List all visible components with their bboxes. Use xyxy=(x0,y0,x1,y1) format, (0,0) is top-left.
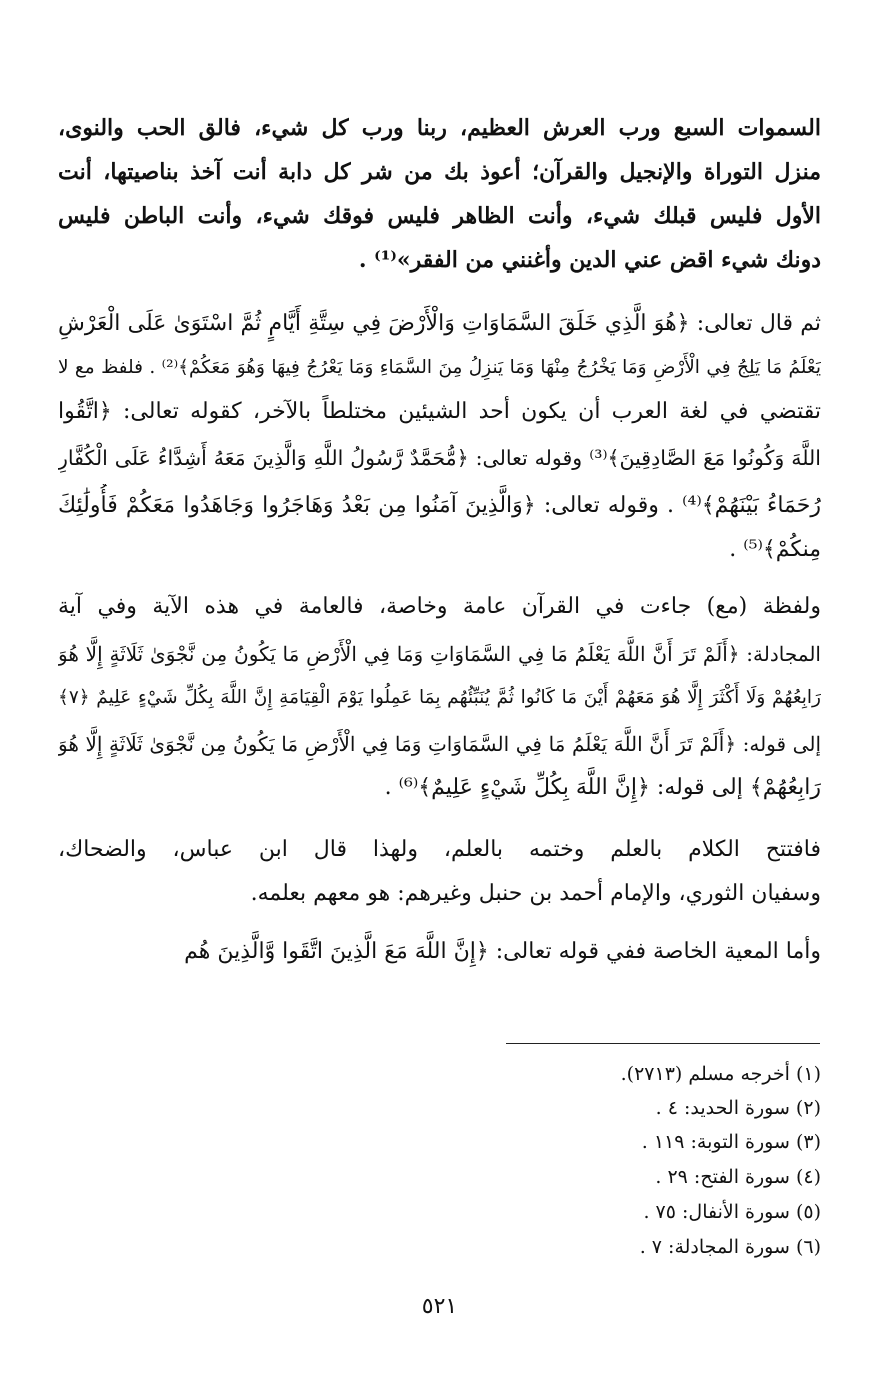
page-number: ٥٢١ xyxy=(421,1294,458,1319)
paragraph-2-line-1: ثم قال تعالى: ﴿هُوَ الَّذِي خَلَقَ السَّمَاوَاتِ وَالْأَرْضَ فِي سِتَّةِ أَيَّامٍ ثُمَّ اسْتَوَىٰ عَلَى الْعَرْشِ xyxy=(58,311,821,336)
paragraph-4-line-1: فافتتح الكلام بالعلم وختمه بالعلم، ولهذا قال ابن عباس، والضحاك، xyxy=(58,837,821,862)
footnote-2: (٢) سورة الحديد: ٤ . xyxy=(655,1097,821,1119)
hadith-line-2: منزل التوراة والإنجيل والقرآن؛ أعوذ بك من شر كل دابة أنت آخذ بناصيتها، أنت xyxy=(58,159,821,185)
footnote-1: (١) أخرجه مسلم (٢٧١٣). xyxy=(620,1063,821,1085)
paragraph-4-line-2: وسفيان الثوري، والإمام أحمد بن حنبل وغيرهم: هو معهم بعلمه. xyxy=(250,881,821,906)
paragraph-3-line-5: رَابِعُهُمْ﴾ إلى قوله: ﴿إِنَّ اللَّهَ بِكُلِّ شَيْءٍ عَلِيمٌ﴾⁽⁶⁾ . xyxy=(384,775,821,800)
paragraph-5-line-1: وأما المعية الخاصة ففي قوله تعالى: ﴿إِنَّ اللَّهَ مَعَ الَّذِينَ اتَّقَوا وَّالَّذِينَ هُم xyxy=(184,939,821,964)
paragraph-2-line-5: رُحَمَاءُ بَيْنَهُمْ﴾⁽⁴⁾ . وقوله تعالى: ﴿وَالَّذِينَ آمَنُوا مِن بَعْدُ وَهَاجَرُوا وَجَاهَدُوا مَعَكُمْ فَأُولَٰئِكَ xyxy=(58,493,821,518)
footnote-6: (٦) سورة المجادلة: ٧ . xyxy=(639,1236,821,1258)
footnote-separator xyxy=(506,1043,820,1044)
paragraph-3-line-2: المجادلة: ﴿أَلَمْ تَرَ أَنَّ اللَّهَ يَعْلَمُ مَا فِي السَّمَاوَاتِ وَمَا فِي الْأَرْضِ مَا يَكُونُ مِن نَّجْوَىٰ ثَلَاثَةٍ إِلَّا هُوَ xyxy=(58,642,821,666)
paragraph-3-line-1: ولفظة (مع) جاءت في القرآن عامة وخاصة، فالعامة في هذه الآية وفي آية xyxy=(58,594,821,619)
footnote-4: (٤) سورة الفتح: ٢٩ . xyxy=(655,1166,821,1188)
footnote-3: (٣) سورة التوبة: ١١٩ . xyxy=(641,1131,821,1153)
paragraph-2-line-6: مِنكُمْ﴾⁽⁵⁾ . xyxy=(729,537,821,562)
paragraph-3-line-3: رَابِعُهُمْ وَلَا أَكْثَرَ إِلَّا هُوَ مَعَهُمْ أَيْنَ مَا كَانُوا ثُمَّ يُنَبِّئُهُم بِمَا عَمِلُوا يَوْمَ الْقِيَامَةِ إِنَّ اللَّهَ بِكُلِّ شَيْءٍ عَلِيمٌ ﴿٧﴾ xyxy=(58,687,821,708)
footnote-5: (٥) سورة الأنفال: ٧٥ . xyxy=(643,1201,821,1223)
paragraph-3-line-4: إلى قوله: ﴿أَلَمْ تَرَ أَنَّ اللَّهَ يَعْلَمُ مَا فِي السَّمَاوَاتِ وَمَا فِي الْأَرْضِ مَا يَكُونُ مِن نَّجْوَىٰ ثَلَاثَةٍ إِلَّا هُوَ xyxy=(58,732,821,756)
paragraph-2-line-3: تقتضي في لغة العرب أن يكون أحد الشيئين مختلطاً بالآخر، كقوله تعالى: ﴿اتَّقُوا xyxy=(58,399,821,424)
hadith-line-3: الأول فليس قبلك شيء، وأنت الظاهر فليس فوقك شيء، وأنت الباطن فليس xyxy=(58,203,821,229)
hadith-line-4: دونك شيء اقض عني الدين وأغنني من الفقر»⁽¹⁾ . xyxy=(358,247,821,273)
paragraph-2-line-4: اللَّهَ وَكُونُوا مَعَ الصَّادِقِينَ﴾⁽³⁾ وقوله تعالى: ﴿مُّحَمَّدٌ رَّسُولُ اللَّهِ وَالَّذِينَ مَعَهُ أَشِدَّاءُ عَلَى الْكُفَّارِ xyxy=(58,446,821,470)
hadith-line-1: السموات السبع ورب العرش العظيم، ربنا ورب كل شيء، فالق الحب والنوى، xyxy=(58,115,821,141)
paragraph-2-line-2: يَعْلَمُ مَا يَلِجُ فِي الْأَرْضِ وَمَا يَخْرُجُ مِنْهَا وَمَا يَنزِلُ مِنَ السَّمَاءِ وَمَا يَعْرُجُ فِيهَا وَهُوَ مَعَكُمْ﴾⁽²⁾ . فلفظ مع لا xyxy=(58,357,821,378)
